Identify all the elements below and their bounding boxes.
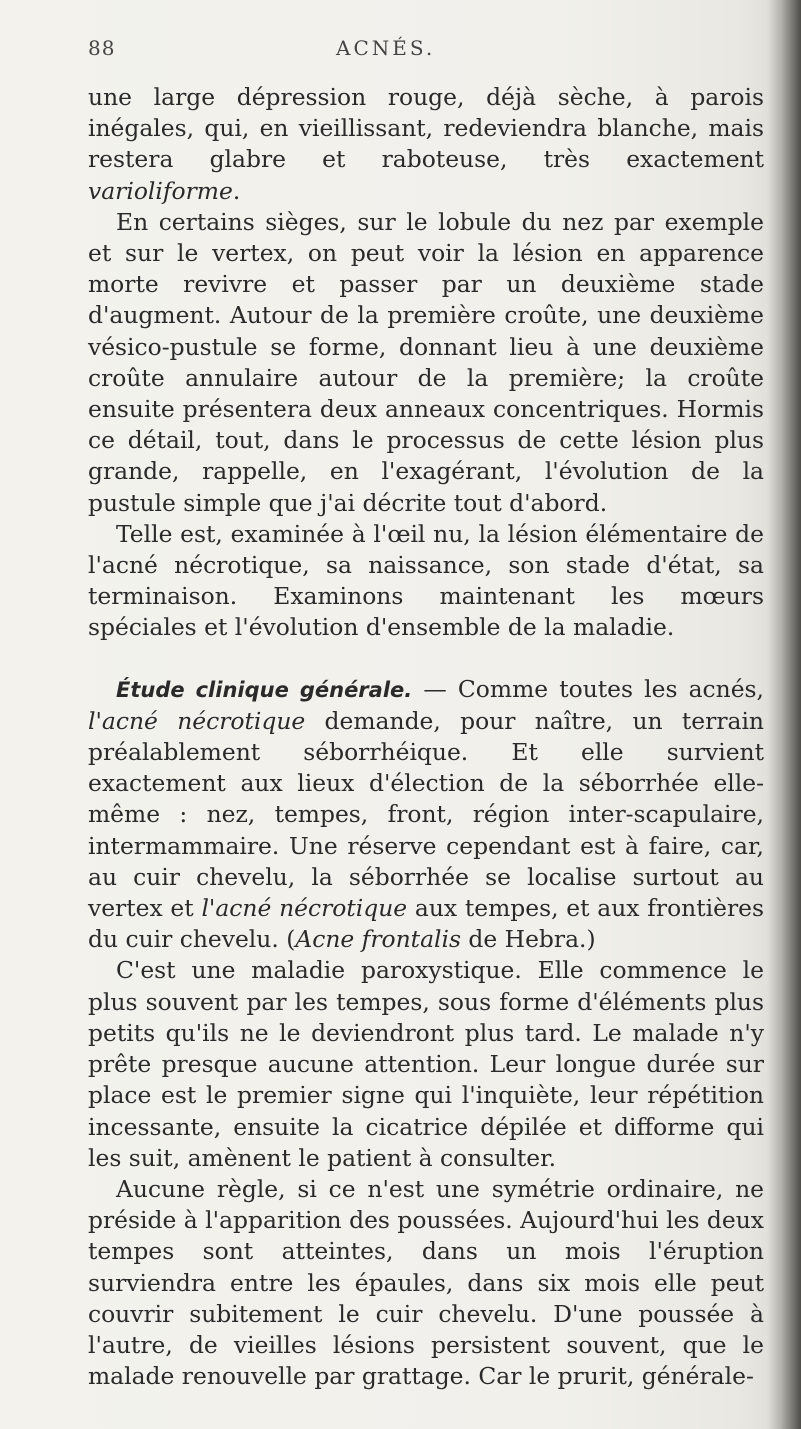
paragraph-4 xyxy=(88,674,764,956)
page-number: 88 xyxy=(88,36,116,60)
running-head: ACNÉS. xyxy=(336,36,436,60)
body-text xyxy=(88,82,764,1392)
section-heading: Étude clinique générale. xyxy=(116,677,413,702)
paragraph-6: Aucune règle, si ce n'est une symétrie ordinaire, ne préside à l'apparition des poussées. Aujourd'hui les deux tempes sont atteintes, dans un mois l'éruption surviendra entre les épaules, dans six mois elle peut couvrir subitement le cuir chevelu. D'une poussée à l'autre, de vieilles lésions persistent souvent, que le malade renouvelle par grattage. Car le prurit, générale- xyxy=(88,1174,764,1391)
paragraph-4-italic-b: l'acné nécrotique xyxy=(201,894,408,923)
paragraph-2: En certains sièges, sur le lobule du nez par exemple et sur le vertex, on peut voir la lésion en apparence morte revivre et passer par un deuxième stade d'augment. Autour de la première croûte, une deuxième vésico-pustule se forme, donnant lieu à une deuxième croûte annulaire autour de la première; la croûte ensuite présentera deux anneaux concentriques. Hormis ce détail, tout, dans le processus de cette lésion plus grande, rappelle, en l'exagérant, l'évolution de la pustule simple que j'ai décrite tout d'abord. xyxy=(88,207,764,517)
paragraph-4-italic-a: l'acné nécrotique xyxy=(88,706,306,735)
page-binding-shadow xyxy=(767,0,801,1429)
paragraph-4-text-d: de Hebra.) xyxy=(460,925,596,954)
paragraph-1-end: . xyxy=(232,176,241,205)
paragraph-4-italic-c: Acne frontalis xyxy=(295,925,461,954)
paragraph-4-text-a: — Comme toutes les acnés, xyxy=(412,674,764,703)
paragraph-4-text-c: aux tempes, et aux frontières du cuir chevelu. ( xyxy=(88,894,764,954)
paragraph-5: C'est une maladie paroxystique. Elle commence le plus souvent par les tempes, sous forme d'éléments plus petits qu'ils ne le deviendront plus tard. Le malade n'y prête presque aucune attention. Leur longue durée sur place est le premier signe qui l'inquiète, leur répétition incessante, ensuite la cicatrice dépilée et difforme qui les suit, amènent le patient à consulter. xyxy=(88,956,764,1172)
paragraph-1-text: une large dépression rouge, déjà sèche, à parois inégales, qui, en vieillissant, redeviendra blanche, mais restera glabre et raboteuse, très exactement xyxy=(88,83,764,174)
paragraph-3: Telle est, examinée à l'œil nu, la lésion élémentaire de l'acné nécrotique, sa naissance, son stade d'état, sa terminaison. Examinons maintenant les mœurs spéciales et l'évolution d'ensemble de la maladie. xyxy=(88,519,764,642)
paragraph-1-italic-term: varioliforme xyxy=(88,176,233,205)
paragraph-4-text-b: demande, pour naître, un terrain préalablement séborrhéique. Et elle survient exactement aux lieux d'élection de la séborrhée elle-même : nez, tempes, front, région inter-scapulaire, intermammaire. Une réserve cependant est à faire, car, au cuir chevelu, la séborrhée se localise surtout au vertex et xyxy=(88,706,764,923)
paragraph-1 xyxy=(88,82,764,207)
